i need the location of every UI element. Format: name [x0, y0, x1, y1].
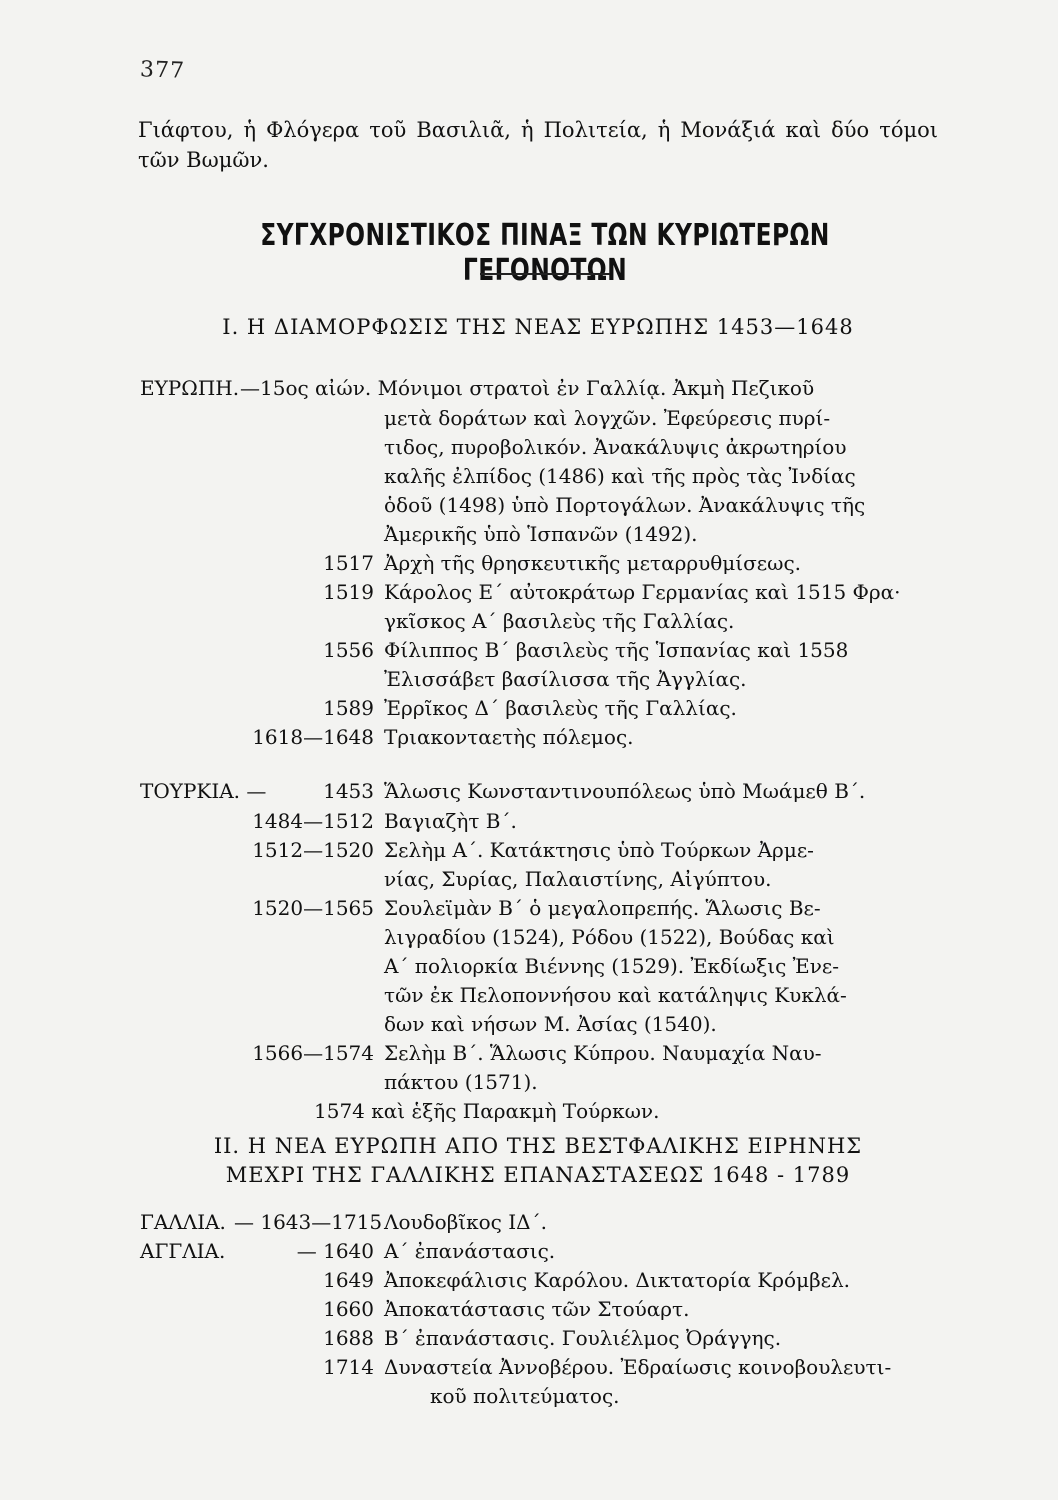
event-text: Σελὴμ Β΄. Ἅλωσις Κύπρου. Ναυμαχία Ναυ-	[384, 1041, 822, 1065]
page-number: 377	[139, 57, 186, 84]
event-text: κοῦ πολιτεύματος.	[430, 1384, 620, 1408]
event-text: Τριακονταετὴς πόλεμος.	[384, 725, 634, 749]
event-text: Ἐλισσάβετ βασίλισσα τῆς Ἀγγλίας.	[384, 667, 747, 691]
title-rule	[480, 273, 610, 275]
event-year: 1618—1648	[252, 725, 374, 749]
event-text: Σελὴμ Α΄. Κατάκτησις ὑπὸ Τούρκων Ἀρμε-	[384, 838, 814, 862]
region-label-turkey: ΤΟΥΡΚΙΑ. —	[140, 779, 267, 803]
intro-paragraph: Γιάφτου, ἡ Φλόγερα τοῦ Βασιλιᾶ, ἡ Πολιτεία, ἡ Μονάξιά καὶ δύο τόμοι τῶν Βωμῶν.	[138, 118, 938, 172]
event-year: 1453	[323, 779, 374, 803]
europe-line: Ἀμερικῆς ὑπὸ Ἱσπανῶν (1492).	[384, 522, 698, 546]
europe-line: τιδος, πυροβολικόν. Ἀνακάλυψις ἀκρωτηρίου	[384, 435, 847, 459]
event-text: Β΄ ἐπανάστασις. Γουλιέλμος Ὀράγγης.	[384, 1326, 782, 1350]
event-year: 1566—1574	[252, 1041, 374, 1065]
section-1-heading: Ι. Η ΔΙΑΜΟΡΦΩΣΙΣ ΤΗΣ ΝΕΑΣ ΕΥΡΩΠΗΣ 1453—1648	[222, 315, 854, 339]
event-text: νίας, Συρίας, Παλαιστίνης, Αἰγύπτου.	[384, 867, 772, 891]
event-text: Βαγιαζὴτ Β΄.	[384, 809, 517, 833]
event-year: 1714	[323, 1355, 374, 1379]
event-year: — 1640	[296, 1239, 374, 1263]
europe-first-line: —15ος αἰών. Μόνιμοι στρατοὶ ἐν Γαλλίᾳ. Ἀκμὴ Πεζικοῦ	[240, 376, 815, 400]
event-text: Ἀρχὴ τῆς θρησκευτικῆς μεταρρυθμίσεως.	[384, 551, 802, 575]
section-2-heading-line-1: ΙΙ. Η ΝΕΑ ΕΥΡΩΠΗ ΑΠΟ ΤΗΣ ΒΕΣΤΦΑΛΙΚΗΣ ΕΙΡΗΝΗΣ	[213, 1134, 863, 1158]
region-label-france: ΓΑΛΛΙΑ.	[140, 1210, 226, 1234]
event-text: Α΄ πολιορκία Βιέννης (1529). Ἐκδίωξις Ἐνε-	[384, 954, 839, 978]
event-text: Ἀποκατάστασις τῶν Στούαρτ.	[384, 1297, 690, 1321]
event-year: 1519	[323, 580, 374, 604]
europe-line: ὁδοῦ (1498) ὑπὸ Πορτογάλων. Ἀνακάλυψις τῆς	[384, 493, 866, 517]
event-text: Φίλιππος Β΄ βασιλεὺς τῆς Ἱσπανίας καὶ 1558	[384, 638, 849, 662]
event-text: γκῖσκος Α΄ βασιλεὺς τῆς Γαλλίας.	[384, 609, 735, 633]
event-year: 1556	[323, 638, 374, 662]
event-year: — 1643—1715	[234, 1210, 383, 1234]
event-year: 1517	[323, 551, 374, 575]
event-text: Ἅλωσις Κωνσταντινουπόλεως ὑπὸ Μωάμεθ Β΄.	[384, 779, 866, 803]
europe-line: καλῆς ἐλπίδος (1486) καὶ τῆς πρὸς τὰς Ἰνδίας	[384, 464, 856, 488]
event-text: Κάρολος Ε΄ αὐτοκράτωρ Γερμανίας καὶ 1515 Φρα·	[384, 580, 901, 604]
event-year: 1649	[323, 1268, 374, 1292]
europe-line: μετὰ δοράτων καὶ λογχῶν. Ἐφεύρεσις πυρί-	[384, 406, 831, 430]
event-year: 1484—1512	[252, 809, 374, 833]
event-year: 1589	[323, 696, 374, 720]
event-text: δων καὶ νήσων Μ. Ἀσίας (1540).	[384, 1012, 717, 1036]
event-text: Σουλεϊμὰν Β΄ ὁ μεγαλοπρεπής. Ἅλωσις Βε-	[384, 896, 821, 920]
event-year: 1660	[323, 1297, 374, 1321]
event-text: λιγραδίου (1524), Ρόδου (1522), Βούδας καὶ	[384, 925, 835, 949]
event-text: Δυναστεία Ἀννοβέρου. Ἐδραίωσις κοινοβουλευτι-	[384, 1355, 892, 1379]
event-text: Ἐρρῖκος Δ΄ βασιλεὺς τῆς Γαλλίας.	[384, 696, 737, 720]
region-label-england: ΑΓΓΛΙΑ.	[140, 1239, 226, 1263]
event-text: Α΄ ἐπανάστασις.	[384, 1239, 556, 1263]
event-year: 1512—1520	[252, 838, 374, 862]
event-text: τῶν ἐκ Πελοποννήσου καὶ κατάληψις Κυκλά-	[384, 983, 847, 1007]
turkey-final-line: 1574 καὶ ἑξῆς Παρακμὴ Τούρκων.	[314, 1099, 660, 1123]
event-text: πάκτου (1571).	[384, 1070, 538, 1094]
page-title: ΣΥΓΧΡΟΝΙΣΤΙΚΟΣ ΠΙΝΑΞ ΤΩΝ ΚΥΡΙΩΤΕΡΩΝ ΓΕΓΟΝΟΤΩΝ	[260, 218, 830, 288]
event-text: Ἀποκεφάλισις Καρόλου. Δικτατορία Κρόμβελ.	[384, 1268, 851, 1292]
region-label-europe: ΕΥΡΩΠΗ.	[140, 376, 240, 400]
event-year: 1520—1565	[252, 896, 374, 920]
event-text: Λουδοβῖκος ΙΔ΄.	[384, 1210, 547, 1234]
event-year: 1688	[323, 1326, 374, 1350]
section-2-heading-line-2: ΜΕΧΡΙ ΤΗΣ ΓΑΛΛΙΚΗΣ ΕΠΑΝΑΣΤΑΣΕΩΣ 1648 - 1789	[225, 1163, 851, 1187]
